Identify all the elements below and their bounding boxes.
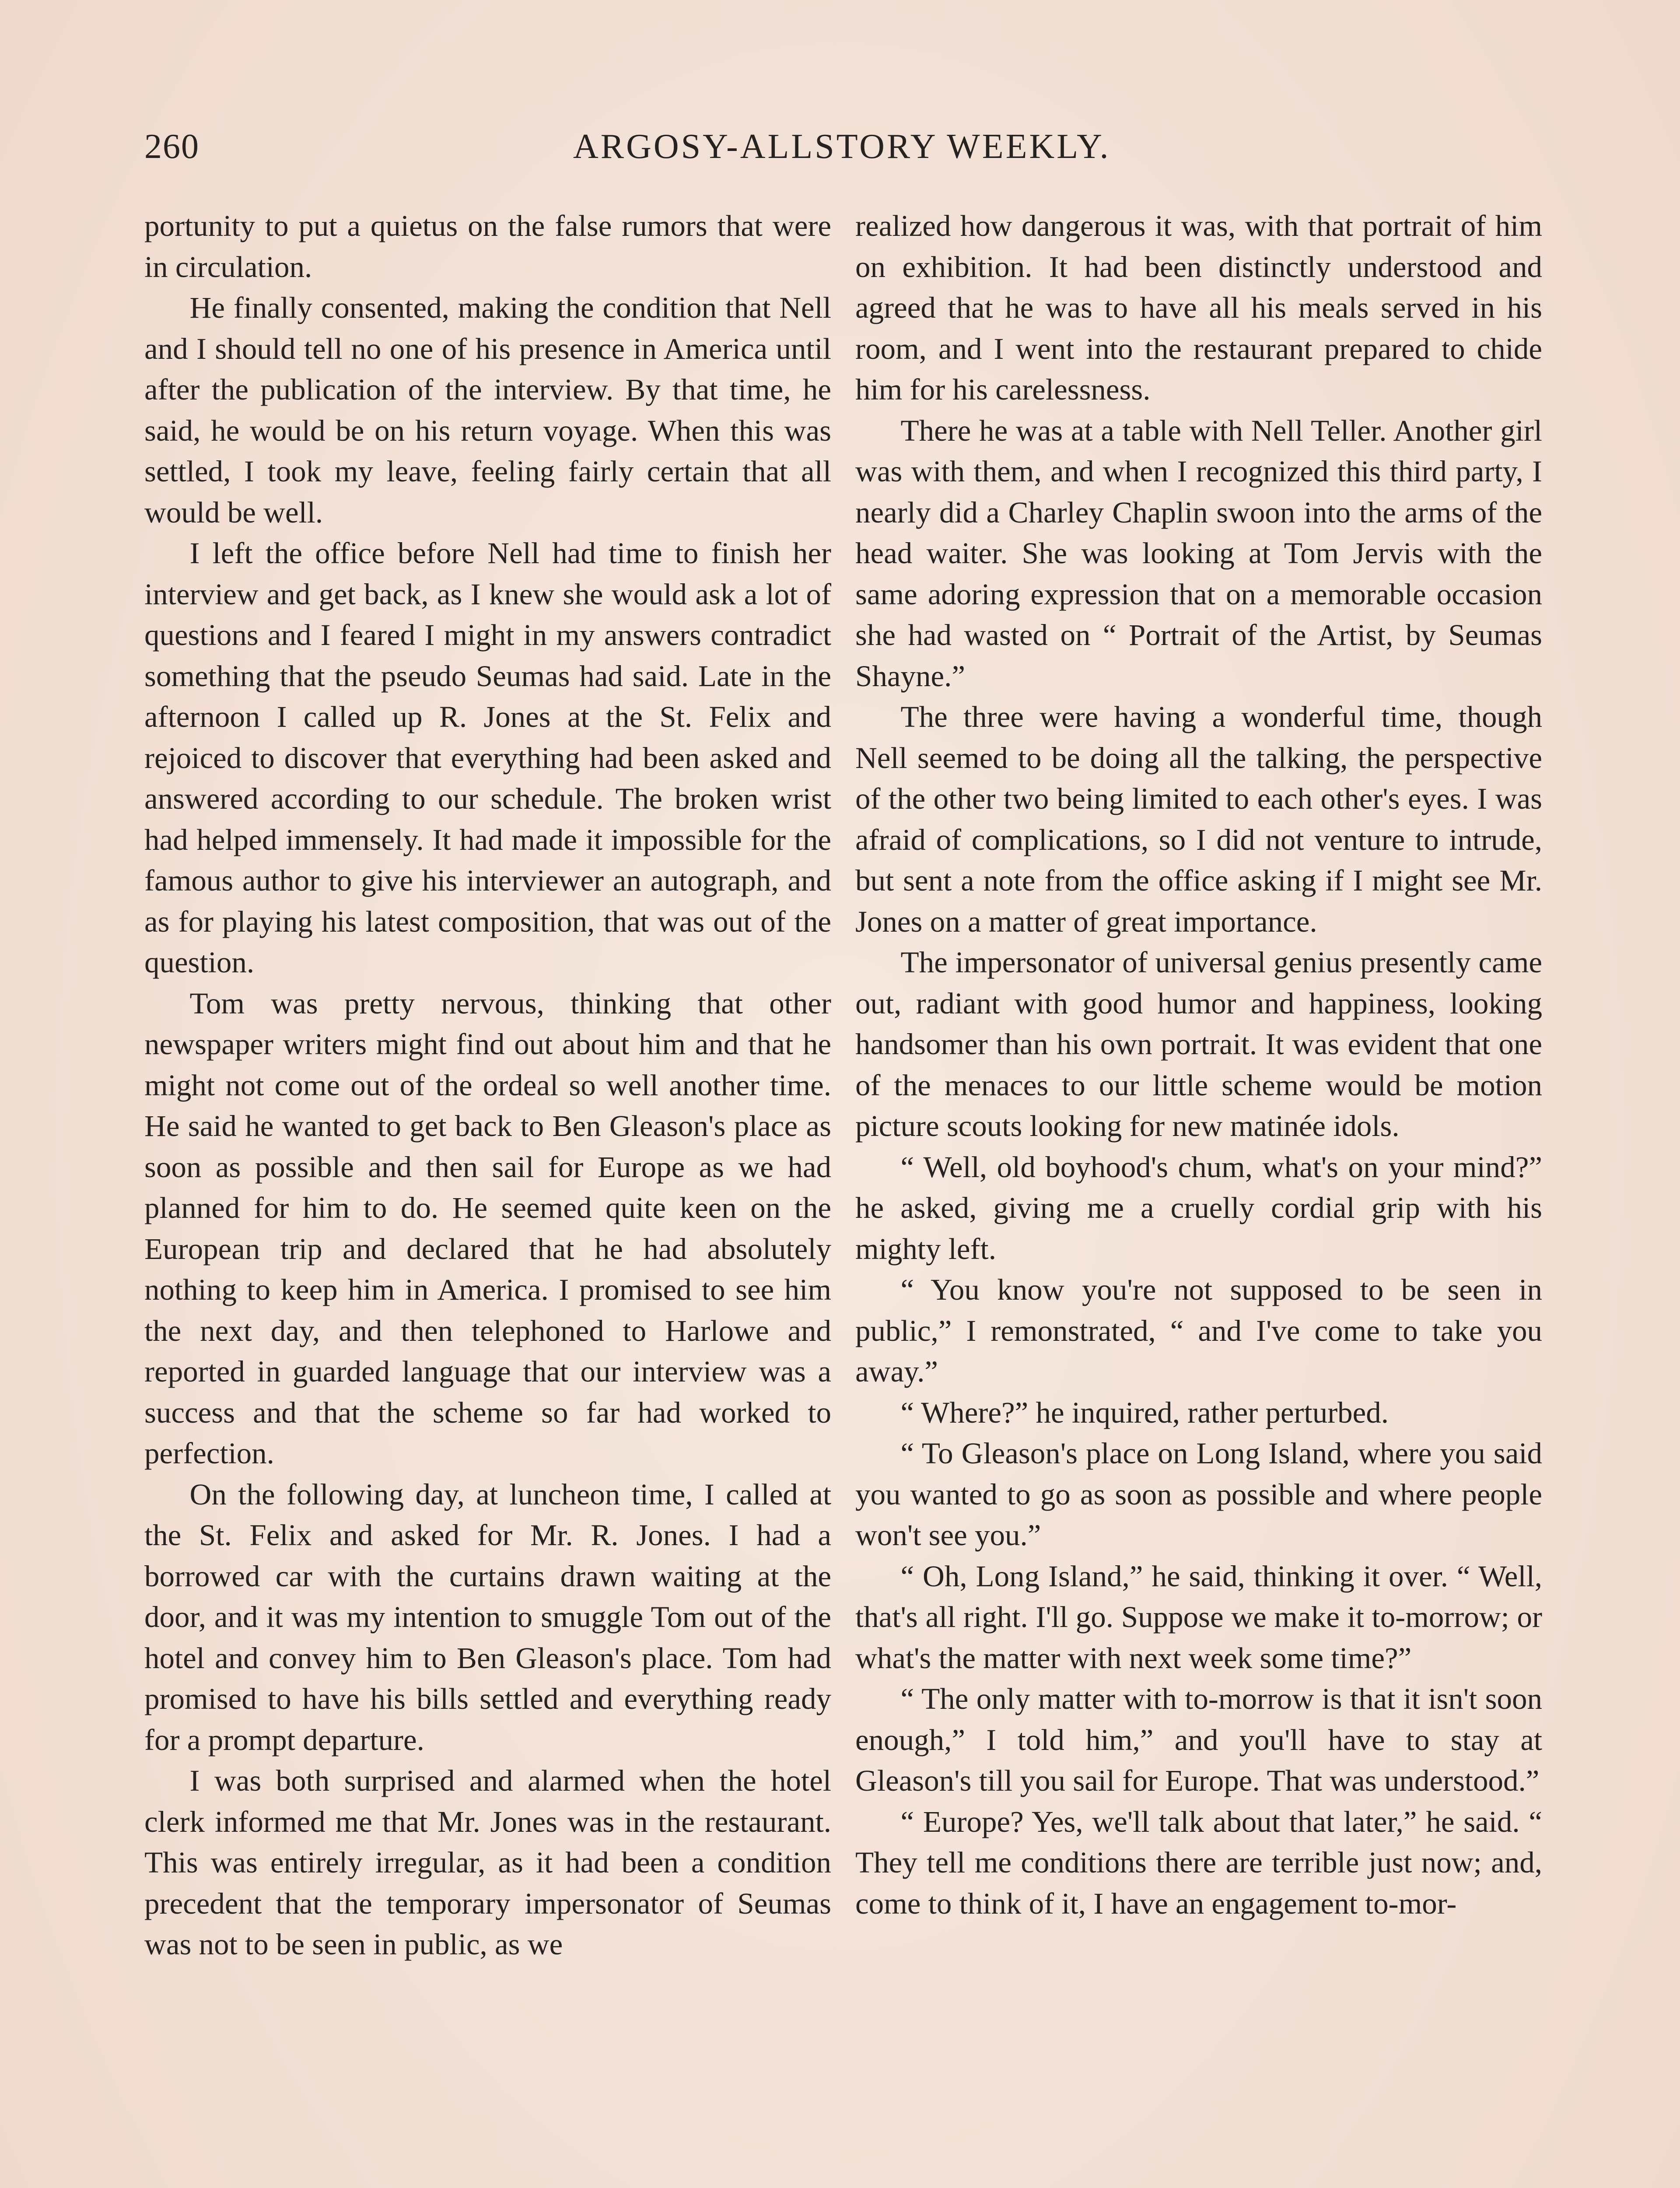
- paragraph: “ Where?” he inquired, rather perturbed.: [900, 1396, 1389, 1429]
- right-column: [855, 206, 1542, 1924]
- paragraph: I left the office before Nell had time to finish her interview and get back, as I knew she would ask a lot of questions and I feared I might in my answers contradict something that the pseudo Seumas had said. Late in the afternoon I called up R. Jones at the St. Felix and rejoiced to discover that everything had been asked and answered according to our schedule. The broken wrist had helped immensely. It had made it impossible for the famous author to give his interviewer an autograph, and as for playing his latest composition, that was out of the question.: [144, 536, 831, 979]
- paragraph: The impersonator of universal genius presently came out, radiant with good humor and happiness, looking handsomer than his own portrait. It was evident that one of the menaces to our little scheme would be motion picture scouts looking for new matinée idols.: [855, 946, 1542, 1143]
- paragraph: “ Well, old boyhood's chum, what's on your mind?” he asked, giving me a cruelly cordial grip with his mighty left.: [855, 1150, 1542, 1266]
- paragraph: “ You know you're not supposed to be seen in public,” I remonstrated, “ and I've come to take you away.”: [855, 1273, 1542, 1388]
- page-number: 260: [144, 127, 200, 166]
- paragraph: On the following day, at luncheon time, I called at the St. Felix and asked for Mr. R. Jones. I had a borrowed car with the curtains drawn waiting at the door, and it was my intention to smuggle Tom out of the hotel and convey him to Ben Gleason's place. Tom had promised to have his bills settled and everything ready for a prompt departure.: [144, 1477, 831, 1757]
- paragraph: “ The only matter with to-morrow is that it isn't soon enough,” I told him,” and you'll have to stay at Gleason's till you sail for Europe. That was understood.”: [855, 1682, 1542, 1797]
- paragraph: portunity to put a quietus on the false rumors that were in circulation.: [144, 209, 831, 284]
- paragraph: There he was at a table with Nell Teller. Another girl was with them, and when I recognized this third party, I nearly did a Charley Chaplin swoon into the arms of the head waiter. She was looking at Tom Jervis with the same adoring expression that on a memorable occasion she had wasted on “ Portrait of the Artist, by Seumas Shayne.”: [855, 414, 1542, 693]
- paragraph: “ Europe? Yes, we'll talk about that later,” he said. “ They tell me conditions there are terrible just now; and, come to think of it, I have an engagement to-mor-: [855, 1805, 1542, 1920]
- paragraph: The three were having a wonderful time, though Nell seemed to be doing all the talking, the perspective of the other two being limited to each other's eyes. I was afraid of complications, so I did not venture to intrude, but sent a note from the office asking if I might see Mr. Jones on a matter of great importance.: [855, 700, 1542, 938]
- paragraph: “ Oh, Long Island,” he said, thinking it over. “ Well, that's all right. I'll go. Suppose we make it to-morrow; or what's the matter with next week some time?”: [855, 1559, 1542, 1675]
- paragraph: “ To Gleason's place on Long Island, where you said you wanted to go as soon as possible and where people won't see you.”: [855, 1437, 1542, 1552]
- paragraph: I was both surprised and alarmed when the hotel clerk informed me that Mr. Jones was in the restaurant. This was entirely irregular, as it had been a condition precedent that the temporary impersonator of Seumas was not to be seen in public, as we: [144, 1764, 831, 1961]
- paragraph: realized how dangerous it was, with that portrait of him on exhibition. It had been distinctly understood and agreed that he was to have all his meals served in his room, and I went into the restaurant prepared to chide him for his carelessness.: [855, 209, 1542, 406]
- paragraph: Tom was pretty nervous, thinking that other newspaper writers might find out about him and that he might not come out of the ordeal so well another time. He said he wanted to get back to Ben Gleason's place as soon as possible and then sail for Europe as we had planned for him to do. He seemed quite keen on the European trip and declared that he had absolutely nothing to keep him in America. I promised to see him the next day, and then telephoned to Harlowe and reported in guarded language that our interview was a success and that the scheme so far had worked to perfection.: [144, 986, 831, 1470]
- paragraph: He finally consented, making the condition that Nell and I should tell no one of his presence in America until after the publication of the interview. By that time, he said, he would be on his return voyage. When this was settled, I took my leave, feeling fairly certain that all would be well.: [144, 291, 831, 529]
- left-column: [144, 206, 831, 1965]
- page-header: [144, 127, 1531, 175]
- running-title: ARGOSY-ALLSTORY WEEKLY.: [573, 127, 1111, 166]
